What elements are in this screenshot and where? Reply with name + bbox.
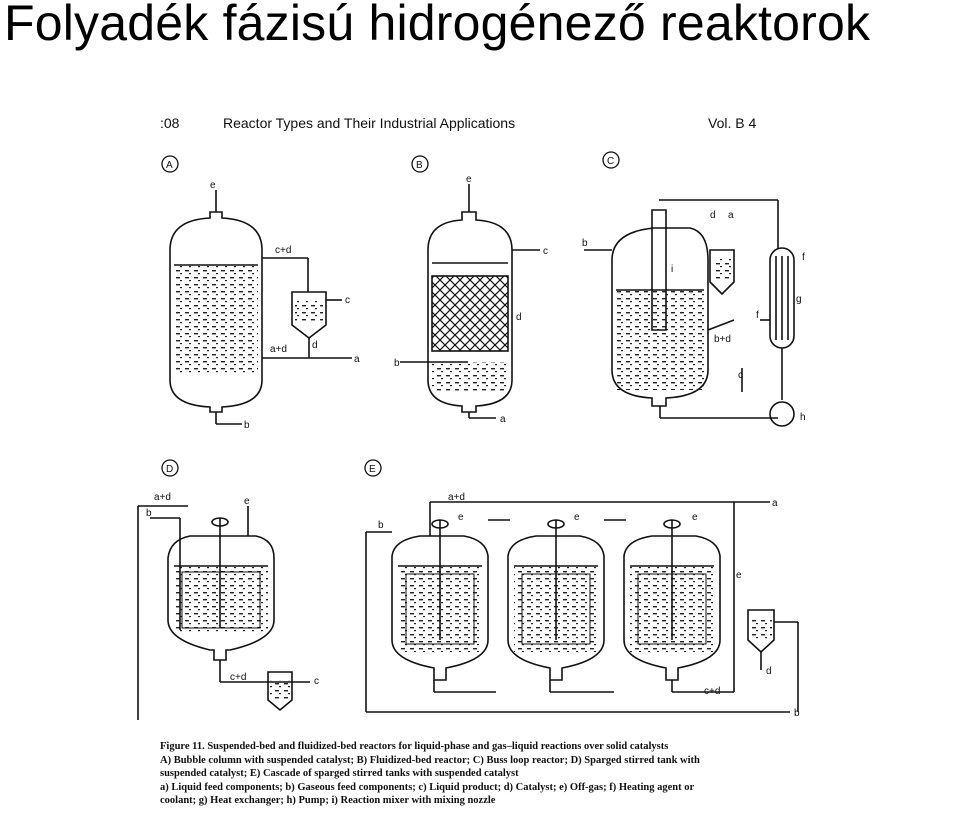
reactor-figure — [130, 100, 830, 822]
svg-text:D: D — [166, 464, 174, 475]
label-d-e: e — [244, 496, 250, 507]
label-a-c: c — [345, 295, 350, 306]
caption-line-1: Figure 11. Suspended-bed and fluidized-bed reactors for liquid-phase and gas–liquid reactions over solid catalysts — [160, 741, 669, 752]
panel-marker-e — [365, 460, 381, 476]
label-d-c: c — [314, 676, 319, 687]
label-a-e: e — [210, 180, 216, 191]
svg-text:B: B — [416, 160, 423, 171]
label-b-c: c — [543, 246, 548, 257]
label-a-ad: a+d — [270, 344, 287, 355]
label-e-b: b — [378, 520, 384, 531]
caption-line-2: A) Bubble column with suspended catalyst; B) Fluidized-bed reactor; C) Buss loop reactor; D) Sparged stirred tank with — [160, 754, 700, 766]
cascade-tank-1 — [392, 520, 488, 680]
figure-caption — [160, 740, 800, 808]
label-d-ad: a+d — [154, 492, 171, 503]
reactor-d-stirred-tank — [138, 506, 310, 720]
cascade-tank-3 — [624, 520, 720, 680]
cascade-tank-2 — [508, 520, 604, 680]
svg-text:C: C — [607, 156, 615, 167]
label-c-c: c — [738, 370, 743, 381]
label-c-h: h — [800, 412, 806, 423]
caption-line-4: a) Liquid feed components; b) Gaseous feed components; c) Liquid product; d) Catalyst; e) Off-gas; f) Heating agent or — [160, 781, 695, 793]
label-c-a: a — [728, 210, 734, 221]
label-d-cd: c+d — [230, 672, 247, 683]
label-e-e2: e — [574, 512, 580, 523]
label-e-d: d — [766, 666, 772, 677]
label-e-cd: c+d — [704, 686, 721, 697]
label-b-d: d — [516, 312, 522, 323]
label-c-f-bottom: f — [756, 310, 759, 321]
label-d-b: b — [146, 508, 152, 519]
label-e-b-out: b — [794, 708, 800, 719]
label-e-e1: e — [458, 512, 464, 523]
volume-label: Vol. B 4 — [708, 115, 757, 131]
label-e-ad: a+d — [448, 492, 465, 503]
label-a-d: d — [312, 340, 318, 351]
caption-line-3: suspended catalyst; E) Cascade of sparged stirred tanks with suspended catalyst — [160, 768, 519, 779]
page-number: :08 — [160, 115, 180, 131]
slide-title: Folyadék fázisú hidrogénező reaktorok — [4, 0, 871, 51]
panel-marker-d — [162, 460, 178, 476]
label-b-b: b — [394, 358, 400, 369]
svg-text:E: E — [369, 464, 376, 475]
panel-marker-a — [162, 156, 178, 172]
label-b-e: e — [466, 174, 472, 185]
label-a-b: b — [244, 420, 250, 431]
label-c-b: b — [582, 238, 588, 249]
label-e-e-offgas: e — [736, 570, 742, 581]
label-e-e3: e — [692, 512, 698, 523]
label-c-f-top: f — [802, 252, 805, 263]
page-header-title: Reactor Types and Their Industrial Applications — [223, 115, 516, 131]
label-c-g: g — [796, 294, 802, 305]
caption-line-5: coolant; g) Heat exchanger; h) Pump; i) Reaction mixer with mixing nozzle — [160, 795, 496, 806]
label-c-d: d — [710, 210, 716, 221]
reactor-a-bubble-column — [170, 190, 352, 424]
label-b-a: a — [500, 414, 506, 425]
label-c-i: i — [671, 264, 674, 275]
svg-text:A: A — [166, 160, 173, 171]
reactor-b-fluidized-bed — [400, 184, 540, 418]
reactor-c-buss-loop — [584, 200, 794, 426]
label-a-cd: c+d — [275, 245, 292, 256]
label-c-bd: b+d — [714, 334, 731, 345]
panel-marker-c — [603, 152, 619, 168]
label-a-a: a — [354, 354, 360, 365]
panel-marker-b — [412, 156, 428, 172]
reactor-e-cascade — [366, 502, 798, 712]
label-e-a: a — [772, 498, 778, 509]
